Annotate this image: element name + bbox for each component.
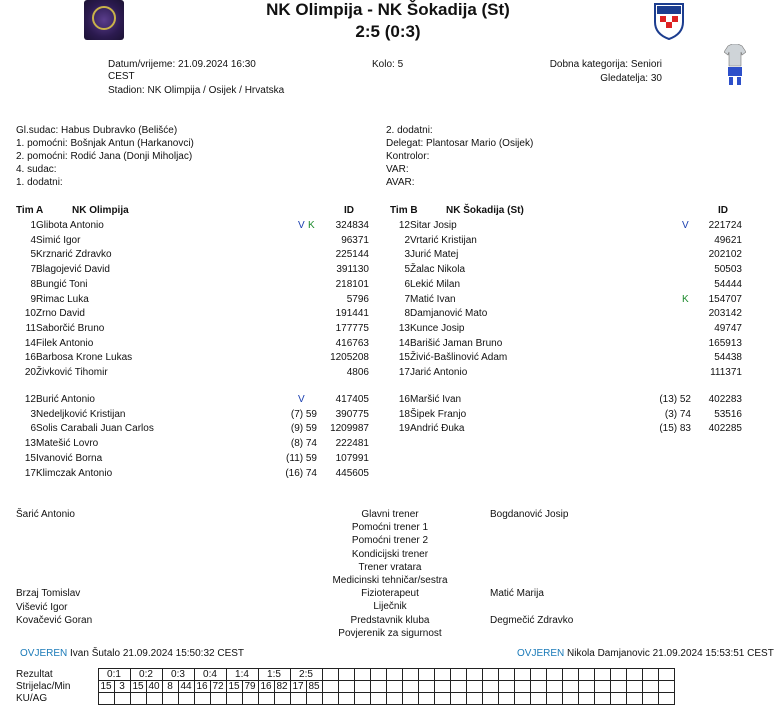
empty-cell xyxy=(434,669,450,681)
captain-v-mark: V xyxy=(298,394,305,405)
player-id: 391130 xyxy=(336,264,369,276)
empty-cell xyxy=(594,693,610,705)
player-name: Zrno David xyxy=(36,308,85,320)
empty-cell xyxy=(610,693,626,705)
substitution-info: (7) 59 xyxy=(290,408,317,420)
player-name: Andrić Đuka xyxy=(410,423,465,435)
scorer-number-cell: 16 xyxy=(194,681,210,693)
player-number: 10 xyxy=(24,308,36,320)
empty-cell xyxy=(450,693,466,705)
empty-cell xyxy=(386,681,402,693)
empty-cell xyxy=(498,681,514,693)
results-label-cards: KU/AG xyxy=(16,693,48,704)
empty-cell xyxy=(578,693,594,705)
cards-cell xyxy=(210,693,226,705)
captain-k-mark: K xyxy=(308,220,315,231)
verification-left xyxy=(20,648,244,659)
team-b-label: Tim B xyxy=(390,205,418,216)
empty-cell xyxy=(530,669,546,681)
staff-role-label: Predstavnik kluba xyxy=(350,614,430,626)
player-number: 18 xyxy=(398,408,410,420)
empty-cell xyxy=(514,693,530,705)
player-number: 15 xyxy=(398,352,410,364)
scorer-minute-cell: 40 xyxy=(146,681,162,693)
scorer-number-cell: 17 xyxy=(290,681,306,693)
empty-cell xyxy=(354,693,370,705)
player-id: 107991 xyxy=(335,452,369,464)
empty-cell xyxy=(450,681,466,693)
empty-cell xyxy=(562,693,578,705)
official-assistant-1: 1. pomoćni: Bošnjak Antun (Harkanovci) xyxy=(16,138,194,149)
player-name: Rimac Luka xyxy=(36,293,89,305)
player-row xyxy=(0,307,776,321)
cards-cell xyxy=(130,693,146,705)
scorer-number-cell: 15 xyxy=(130,681,146,693)
player-id: 50503 xyxy=(714,264,742,276)
player-row xyxy=(0,422,776,436)
empty-cell xyxy=(658,669,674,681)
official-fourth: 4. sudac: xyxy=(16,164,57,175)
verified-label-right: OVJEREN xyxy=(517,648,565,659)
official-var: VAR: xyxy=(386,164,409,175)
player-number: 16 xyxy=(398,394,410,405)
empty-cell xyxy=(594,681,610,693)
player-number: 17 xyxy=(398,367,410,378)
empty-cell xyxy=(386,693,402,705)
player-name: Barbosa Krone Lukas xyxy=(36,352,133,364)
empty-cell xyxy=(642,693,658,705)
result-score-cell: 0:4 xyxy=(194,669,226,681)
verification-right xyxy=(517,648,774,659)
player-name: Damjanović Mato xyxy=(410,308,488,320)
empty-cell xyxy=(562,681,578,693)
verified-text-left: Ivan Šutalo 21.09.2024 15:50:32 CEST xyxy=(70,648,245,659)
empty-cell xyxy=(370,693,386,705)
empty-cell xyxy=(386,669,402,681)
scorer-minute-cell: 79 xyxy=(242,681,258,693)
empty-cell xyxy=(626,693,642,705)
player-number: 9 xyxy=(30,293,36,305)
cards-cell xyxy=(242,693,258,705)
empty-cell xyxy=(594,669,610,681)
player-id: 218101 xyxy=(335,278,369,290)
player-name: Filek Antonio xyxy=(36,337,94,349)
team-b-club-rep: Degmečić Zdravko xyxy=(490,615,574,626)
scorer-minute-cell: 85 xyxy=(306,681,322,693)
official-assistant-2: 2. pomoćni: Rodić Jana (Donji Miholjac) xyxy=(16,151,193,162)
staff-role-label: Medicinski tehničar/sestra xyxy=(332,575,448,586)
empty-cell xyxy=(498,693,514,705)
match-category: Dobna kategorija: Seniori xyxy=(549,59,662,70)
team-b-id-header: ID xyxy=(718,205,728,216)
player-row xyxy=(0,437,776,451)
player-name: Jarić Antonio xyxy=(410,367,468,378)
result-score-cell: 1:4 xyxy=(226,669,258,681)
player-name: Ivanović Borna xyxy=(36,452,103,464)
empty-cell xyxy=(626,669,642,681)
results-row-scorers xyxy=(16,681,674,693)
empty-cell xyxy=(578,669,594,681)
player-id: 154707 xyxy=(708,293,742,305)
team-b-name: NK Šokadija (St) xyxy=(446,205,524,216)
player-row xyxy=(0,278,776,292)
player-number: 19 xyxy=(398,423,410,435)
player-row xyxy=(0,219,776,233)
substitution-info: (3) 74 xyxy=(664,408,691,420)
player-number: 5 xyxy=(404,264,410,276)
empty-cell xyxy=(466,681,482,693)
staff-role-label: Kondicijski trener xyxy=(351,548,429,560)
empty-cell xyxy=(466,669,482,681)
player-name: Sitar Josip xyxy=(410,220,457,231)
player-id: 53516 xyxy=(714,408,742,420)
player-name: Živković Tihomir xyxy=(36,367,108,378)
player-id: 5796 xyxy=(346,293,369,305)
captain-v-mark: V xyxy=(298,220,305,231)
player-number: 3 xyxy=(30,408,36,420)
empty-cell xyxy=(482,669,498,681)
player-number: 13 xyxy=(24,438,36,450)
player-name: Nedeljković Kristijan xyxy=(36,408,126,420)
cards-cell xyxy=(194,693,210,705)
player-row xyxy=(0,293,776,307)
empty-cell xyxy=(402,669,418,681)
player-name: Krznarić Zdravko xyxy=(36,249,112,261)
empty-cell xyxy=(626,681,642,693)
player-id: 54438 xyxy=(714,352,742,364)
scorer-number-cell: 16 xyxy=(258,681,274,693)
match-stadium: Stadion: NK Olimpija / Osijek / Hrvatska xyxy=(108,85,285,96)
player-number: 14 xyxy=(24,337,36,349)
player-id: 177775 xyxy=(335,322,369,334)
empty-cell xyxy=(514,669,530,681)
player-id: 96371 xyxy=(341,234,369,246)
player-number: 7 xyxy=(404,293,410,305)
results-row-score xyxy=(16,669,674,681)
player-id: 1205208 xyxy=(330,352,369,364)
captain-k-mark: K xyxy=(682,293,689,305)
staff-role-label: Povjerenik za sigurnost xyxy=(338,627,442,639)
player-number: 17 xyxy=(24,467,36,479)
scorer-minute-cell: 72 xyxy=(210,681,226,693)
staff-role-label: Trener vratara xyxy=(358,561,422,573)
player-row xyxy=(0,337,776,351)
official-delegate: Delegat: Plantosar Mario (Osijek) xyxy=(386,138,534,149)
result-score-cell: 1:5 xyxy=(258,669,290,681)
team-a-doctor: Višević Igor xyxy=(16,602,68,613)
player-id: 221724 xyxy=(708,220,742,231)
player-number: 13 xyxy=(398,322,410,334)
player-row xyxy=(0,408,776,422)
results-label-score: Rezultat xyxy=(16,669,53,680)
empty-cell xyxy=(578,681,594,693)
captain-v-mark: V xyxy=(682,220,689,231)
empty-cell xyxy=(322,693,338,705)
player-number: 8 xyxy=(404,308,410,320)
results-row-cards xyxy=(16,693,674,705)
results-table xyxy=(16,668,675,705)
scorer-number-cell: 8 xyxy=(162,681,178,693)
match-attendance: Gledatelja: 30 xyxy=(600,73,662,84)
empty-cell xyxy=(482,693,498,705)
player-name: Šipek Franjo xyxy=(410,408,467,420)
player-number: 12 xyxy=(24,394,36,405)
empty-cell xyxy=(514,681,530,693)
player-id: 203142 xyxy=(708,308,742,320)
player-row xyxy=(0,467,776,481)
player-row xyxy=(0,452,776,466)
substitution-info: (9) 59 xyxy=(290,423,317,435)
empty-cell xyxy=(658,693,674,705)
cards-cell xyxy=(146,693,162,705)
player-id: 111371 xyxy=(710,367,742,378)
results-label-scorers: Strijelac/Min xyxy=(16,681,71,692)
empty-cell xyxy=(642,669,658,681)
scorer-number-cell: 15 xyxy=(226,681,242,693)
empty-cell xyxy=(338,693,354,705)
player-row xyxy=(0,263,776,277)
player-id: 225144 xyxy=(335,249,369,261)
player-id: 222481 xyxy=(335,438,369,450)
cards-cell xyxy=(258,693,274,705)
empty-cell xyxy=(546,693,562,705)
substitution-info: (15) 83 xyxy=(659,423,691,435)
player-id: 402283 xyxy=(708,394,742,405)
empty-cell xyxy=(354,681,370,693)
team-a-label: Tim A xyxy=(16,205,44,216)
player-number: 14 xyxy=(398,337,410,349)
player-number: 7 xyxy=(30,264,36,276)
player-number: 16 xyxy=(24,352,36,364)
player-id: 416763 xyxy=(335,337,369,349)
player-number: 15 xyxy=(24,452,36,464)
player-number: 20 xyxy=(24,367,36,378)
result-score-cell: 2:5 xyxy=(290,669,322,681)
player-number: 8 xyxy=(30,278,36,290)
player-number: 3 xyxy=(404,249,410,261)
player-number: 4 xyxy=(30,234,36,246)
staff-role-label: Glavni trener xyxy=(361,509,419,520)
player-name: Saborčić Bruno xyxy=(36,322,105,334)
staff-role-label: Pomoćni trener 1 xyxy=(351,522,429,534)
player-name: Lekić Milan xyxy=(410,278,461,290)
team-a-coach: Šarić Antonio xyxy=(16,509,75,520)
empty-cell xyxy=(546,669,562,681)
empty-cell xyxy=(338,681,354,693)
player-name: Maršić Ivan xyxy=(410,394,462,405)
empty-cell xyxy=(402,693,418,705)
match-timezone: CEST xyxy=(108,71,135,82)
verified-text-right: Nikola Damjanovic 21.09.2024 15:53:51 CEST xyxy=(567,648,774,659)
empty-cell xyxy=(370,669,386,681)
player-name: Solis Carabali Juan Carlos xyxy=(36,423,154,435)
player-id: 202102 xyxy=(708,249,742,261)
empty-cell xyxy=(322,681,338,693)
cards-cell xyxy=(178,693,194,705)
player-number: 6 xyxy=(404,278,410,290)
player-id: 324834 xyxy=(335,220,369,231)
player-row xyxy=(0,393,776,407)
empty-cell xyxy=(466,693,482,705)
team-b-coach: Bogdanović Josip xyxy=(490,509,569,520)
staff-role-label: Pomoćni trener 2 xyxy=(351,535,429,547)
cards-cell xyxy=(226,693,242,705)
player-name: Žalac Nikola xyxy=(410,264,466,276)
official-avar: AVAR: xyxy=(386,177,415,188)
player-name: Simić Igor xyxy=(36,234,81,246)
empty-cell xyxy=(338,669,354,681)
player-name: Matić Ivan xyxy=(410,293,456,305)
player-name: Glibota Antonio xyxy=(36,220,104,231)
team-kit-icon xyxy=(724,44,746,88)
official-referee: Gl.sudac: Habus Dubravko (Belišće) xyxy=(16,125,178,136)
match-datetime: Datum/vrijeme: 21.09.2024 16:30 xyxy=(108,59,256,70)
cards-cell xyxy=(306,693,322,705)
player-row xyxy=(0,351,776,365)
staff-role-label: Liječnik xyxy=(373,601,407,613)
empty-cell xyxy=(418,693,434,705)
scorer-minute-cell: 44 xyxy=(178,681,194,693)
empty-cell xyxy=(562,669,578,681)
player-name: Barišić Jaman Bruno xyxy=(410,337,503,349)
player-number: 1 xyxy=(30,220,36,231)
result-score-cell: 0:1 xyxy=(98,669,130,681)
player-id: 402285 xyxy=(708,423,742,435)
substitution-info: (8) 74 xyxy=(290,438,317,450)
empty-cell xyxy=(418,669,434,681)
player-id: 49747 xyxy=(714,322,742,334)
empty-cell xyxy=(370,681,386,693)
official-additional-1: 1. dodatni: xyxy=(16,177,63,188)
team-a-id-header: ID xyxy=(344,205,354,216)
staff-role-label: Fizioterapeut xyxy=(361,588,419,600)
match-score: 2:5 (0:3) xyxy=(355,22,421,41)
empty-cell xyxy=(610,681,626,693)
cards-cell xyxy=(274,693,290,705)
official-controller: Kontrolor: xyxy=(386,151,430,162)
player-id: 417405 xyxy=(335,394,369,405)
empty-cell xyxy=(498,669,514,681)
empty-cell xyxy=(642,681,658,693)
empty-cell xyxy=(418,681,434,693)
player-name: Klimczak Antonio xyxy=(36,467,113,479)
player-id: 390775 xyxy=(335,408,369,420)
player-number: 11 xyxy=(25,322,36,334)
player-number: 2 xyxy=(404,234,410,246)
player-name: Blagojević David xyxy=(36,264,110,276)
player-id: 445605 xyxy=(335,467,369,479)
empty-cell xyxy=(530,693,546,705)
player-id: 4806 xyxy=(346,367,369,378)
empty-cell xyxy=(402,681,418,693)
result-score-cell: 0:2 xyxy=(130,669,162,681)
player-row xyxy=(0,234,776,248)
player-id: 1209987 xyxy=(330,423,369,435)
scorer-minute-cell: 3 xyxy=(114,681,130,693)
player-number: 5 xyxy=(30,249,36,261)
player-id: 191441 xyxy=(335,308,369,320)
official-additional-2: 2. dodatni: xyxy=(386,125,433,136)
substitution-info: (11) 59 xyxy=(286,452,317,464)
empty-cell xyxy=(434,693,450,705)
player-id: 54444 xyxy=(714,278,742,290)
scorer-number-cell: 15 xyxy=(98,681,114,693)
empty-cell xyxy=(530,681,546,693)
player-name: Kunce Josip xyxy=(410,322,465,334)
team-a-name: NK Olimpija xyxy=(72,205,129,216)
empty-cell xyxy=(482,681,498,693)
empty-cell xyxy=(322,669,338,681)
player-row xyxy=(0,322,776,336)
player-row xyxy=(0,248,776,262)
team-a-club-rep: Kovačević Goran xyxy=(16,615,93,626)
player-id: 49621 xyxy=(714,234,742,246)
player-name: Jurić Matej xyxy=(410,249,459,261)
player-number: 12 xyxy=(398,220,410,231)
substitution-info: (16) 74 xyxy=(285,467,317,479)
empty-cell xyxy=(354,669,370,681)
cards-cell xyxy=(98,693,114,705)
match-round: Kolo: 5 xyxy=(372,59,404,70)
team-a-physio: Brzaj Tomislav xyxy=(16,588,81,599)
verified-label-left: OVJEREN xyxy=(20,648,68,659)
empty-cell xyxy=(434,681,450,693)
player-name: Vrtarić Kristijan xyxy=(410,234,477,246)
player-name: Matešić Lovro xyxy=(36,438,99,450)
player-name: Burić Antonio xyxy=(36,394,95,405)
substitution-info: (13) 52 xyxy=(659,394,691,405)
match-title: NK Olimpija - NK Šokadija (St) xyxy=(266,0,510,19)
player-row xyxy=(0,366,776,380)
player-name: Bungić Toni xyxy=(36,278,88,290)
cards-cell xyxy=(114,693,130,705)
scorer-minute-cell: 82 xyxy=(274,681,290,693)
empty-cell xyxy=(546,681,562,693)
team-b-physio: Matić Marija xyxy=(490,588,544,599)
cards-cell xyxy=(290,693,306,705)
player-name: Živić-Bašlinović Adam xyxy=(410,352,508,364)
empty-cell xyxy=(450,669,466,681)
cards-cell xyxy=(162,693,178,705)
player-id: 165913 xyxy=(708,337,742,349)
player-number: 6 xyxy=(30,423,36,435)
empty-cell xyxy=(658,681,674,693)
empty-cell xyxy=(610,669,626,681)
result-score-cell: 0:3 xyxy=(162,669,194,681)
